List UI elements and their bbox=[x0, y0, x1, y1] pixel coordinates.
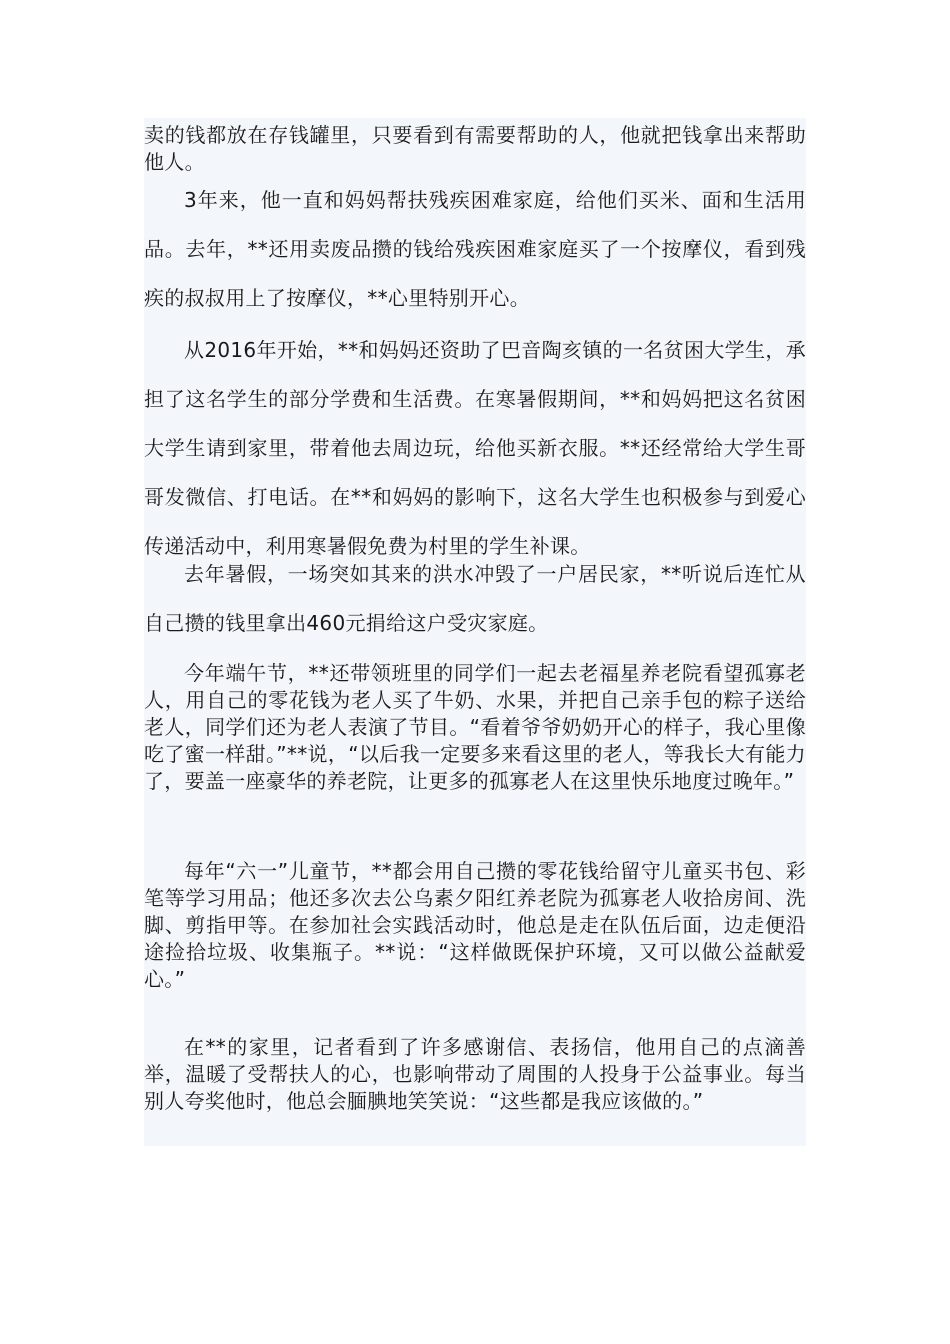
paragraph-5: 今年端午节，**还带领班里的同学们一起去老福星养老院看望孤寡老人，用自己的零花钱为老人买了牛奶、水果，并把自己亲手包的粽子送给老人，同学们还为老人表演了节目。“看着爷爷奶奶开心的样子，我心里像吃了蜜一样甜。”**说，“以后我一定要多来看这里的老人，等我长大有能力了，要盖一座豪华的养老院，让更多的孤寡老人在这里快乐地度过晚年。” bbox=[144, 661, 806, 793]
paragraph-4: 去年暑假，一场突如其来的洪水冲毁了一户居民家，**听说后连忙从自己攒的钱里拿出460元捐给这户受灾家庭。 bbox=[144, 562, 806, 635]
article-body bbox=[144, 118, 806, 1146]
paragraph-6: 每年“六一”儿童节，**都会用自己攒的零花钱给留守儿童买书包、彩笔等学习用品；他还多次去公乌素夕阳红养老院为孤寡老人收拾房间、洗脚、剪指甲等。在参加社会实践活动时，他总是走在队伍后面，边走便沿途捡拾垃圾、收集瓶子。**说：“这样做既保护环境，又可以做公益献爱心。” bbox=[144, 859, 806, 991]
paragraph-1: 卖的钱都放在存钱罐里，只要看到有需要帮助的人，他就把钱拿出来帮助他人。 bbox=[144, 123, 806, 174]
paragraph-2: 3年来，他一直和妈妈帮扶残疾困难家庭，给他们买米、面和生活用品。去年，**还用卖废品攒的钱给残疾困难家庭买了一个按摩仪，看到残疾的叔叔用上了按摩仪，**心里特别开心。 bbox=[144, 188, 806, 310]
paragraph-3: 从2016年开始，**和妈妈还资助了巴音陶亥镇的一名贫困大学生，承担了这名学生的部分学费和生活费。在寒暑假期间，**和妈妈把这名贫困大学生请到家里，带着他去周边玩，给他买新衣服。**还经常给大学生哥哥发微信、打电话。在**和妈妈的影响下，这名大学生也积极参与到爱心传递活动中，利用寒暑假免费为村里的学生补课。 bbox=[144, 338, 806, 558]
paragraph-7: 在**的家里，记者看到了许多感谢信、表扬信，他用自己的点滴善举，温暖了受帮扶人的心，也影响带动了周围的人投身于公益事业。每当别人夸奖他时，他总会腼腆地笑笑说：“这些都是我应该做的。” bbox=[144, 1035, 806, 1113]
